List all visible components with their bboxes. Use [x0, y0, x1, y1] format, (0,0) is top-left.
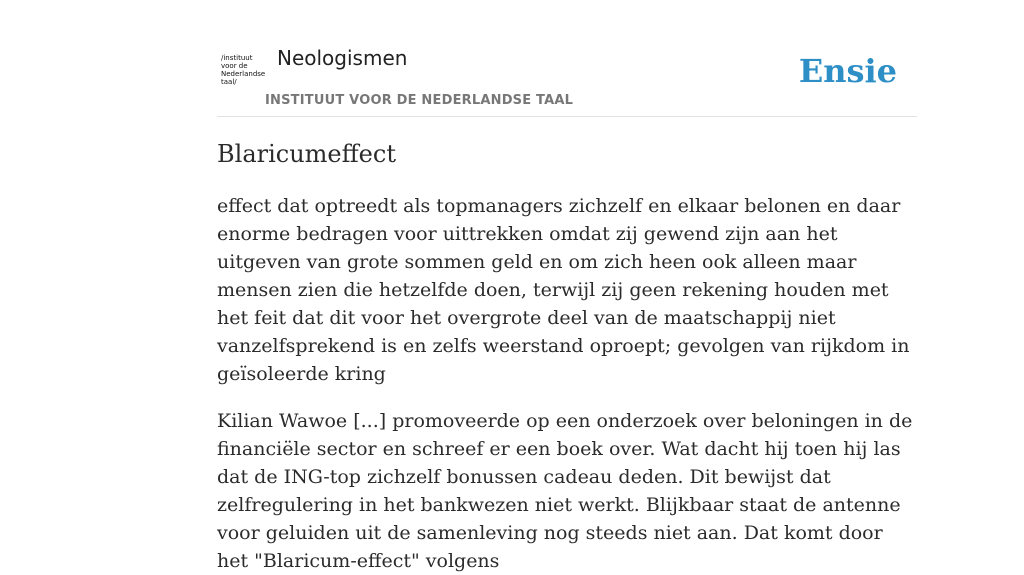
- entry-definition: effect dat optreedt als topmanagers zichzelf en elkaar belonen en daar enorme bedragen voor uittrekken omdat zij gewend zijn aan het uitgeven van grote sommen geld en om zich heen ook alleen maar mensen zien die hetzelfde doen, terwijl zij geen rekening houden met het feit dat dit voor het overgrote deel van de maatschappij niet vanzelfsprekend is en zelfs weerstand oproept; gevolgen van rijkdom in geïsoleerde kring: [217, 195, 910, 385]
- entry-example: Kilian Wawoe [...] promoveerde op een onderzoek over beloningen in de financiële sector en schreef er een boek over. Wat dacht hij toen hij las dat de ING-top zichzelf bonussen cadeau deden. Dit bewijst dat zelfregulering in het bankwezen niet werkt. Blijkbaar staat de antenne voor geluiden uit de samenleving nog steeds niet aan. Dat komt door het "Blaricum-effect" volgens: [217, 410, 913, 572]
- entry-term: Blaricumeffect: [217, 140, 396, 168]
- site-header: [217, 40, 917, 117]
- ensie-brand-link[interactable]: Ensie: [798, 52, 897, 90]
- institute-logo: /instituut voor de Nederlandse taal/: [221, 54, 266, 86]
- source-organization: INSTITUUT VOOR DE NEDERLANDSE TAAL: [265, 93, 574, 108]
- source-name[interactable]: Neologismen: [277, 46, 408, 70]
- entry-content: [217, 136, 917, 575]
